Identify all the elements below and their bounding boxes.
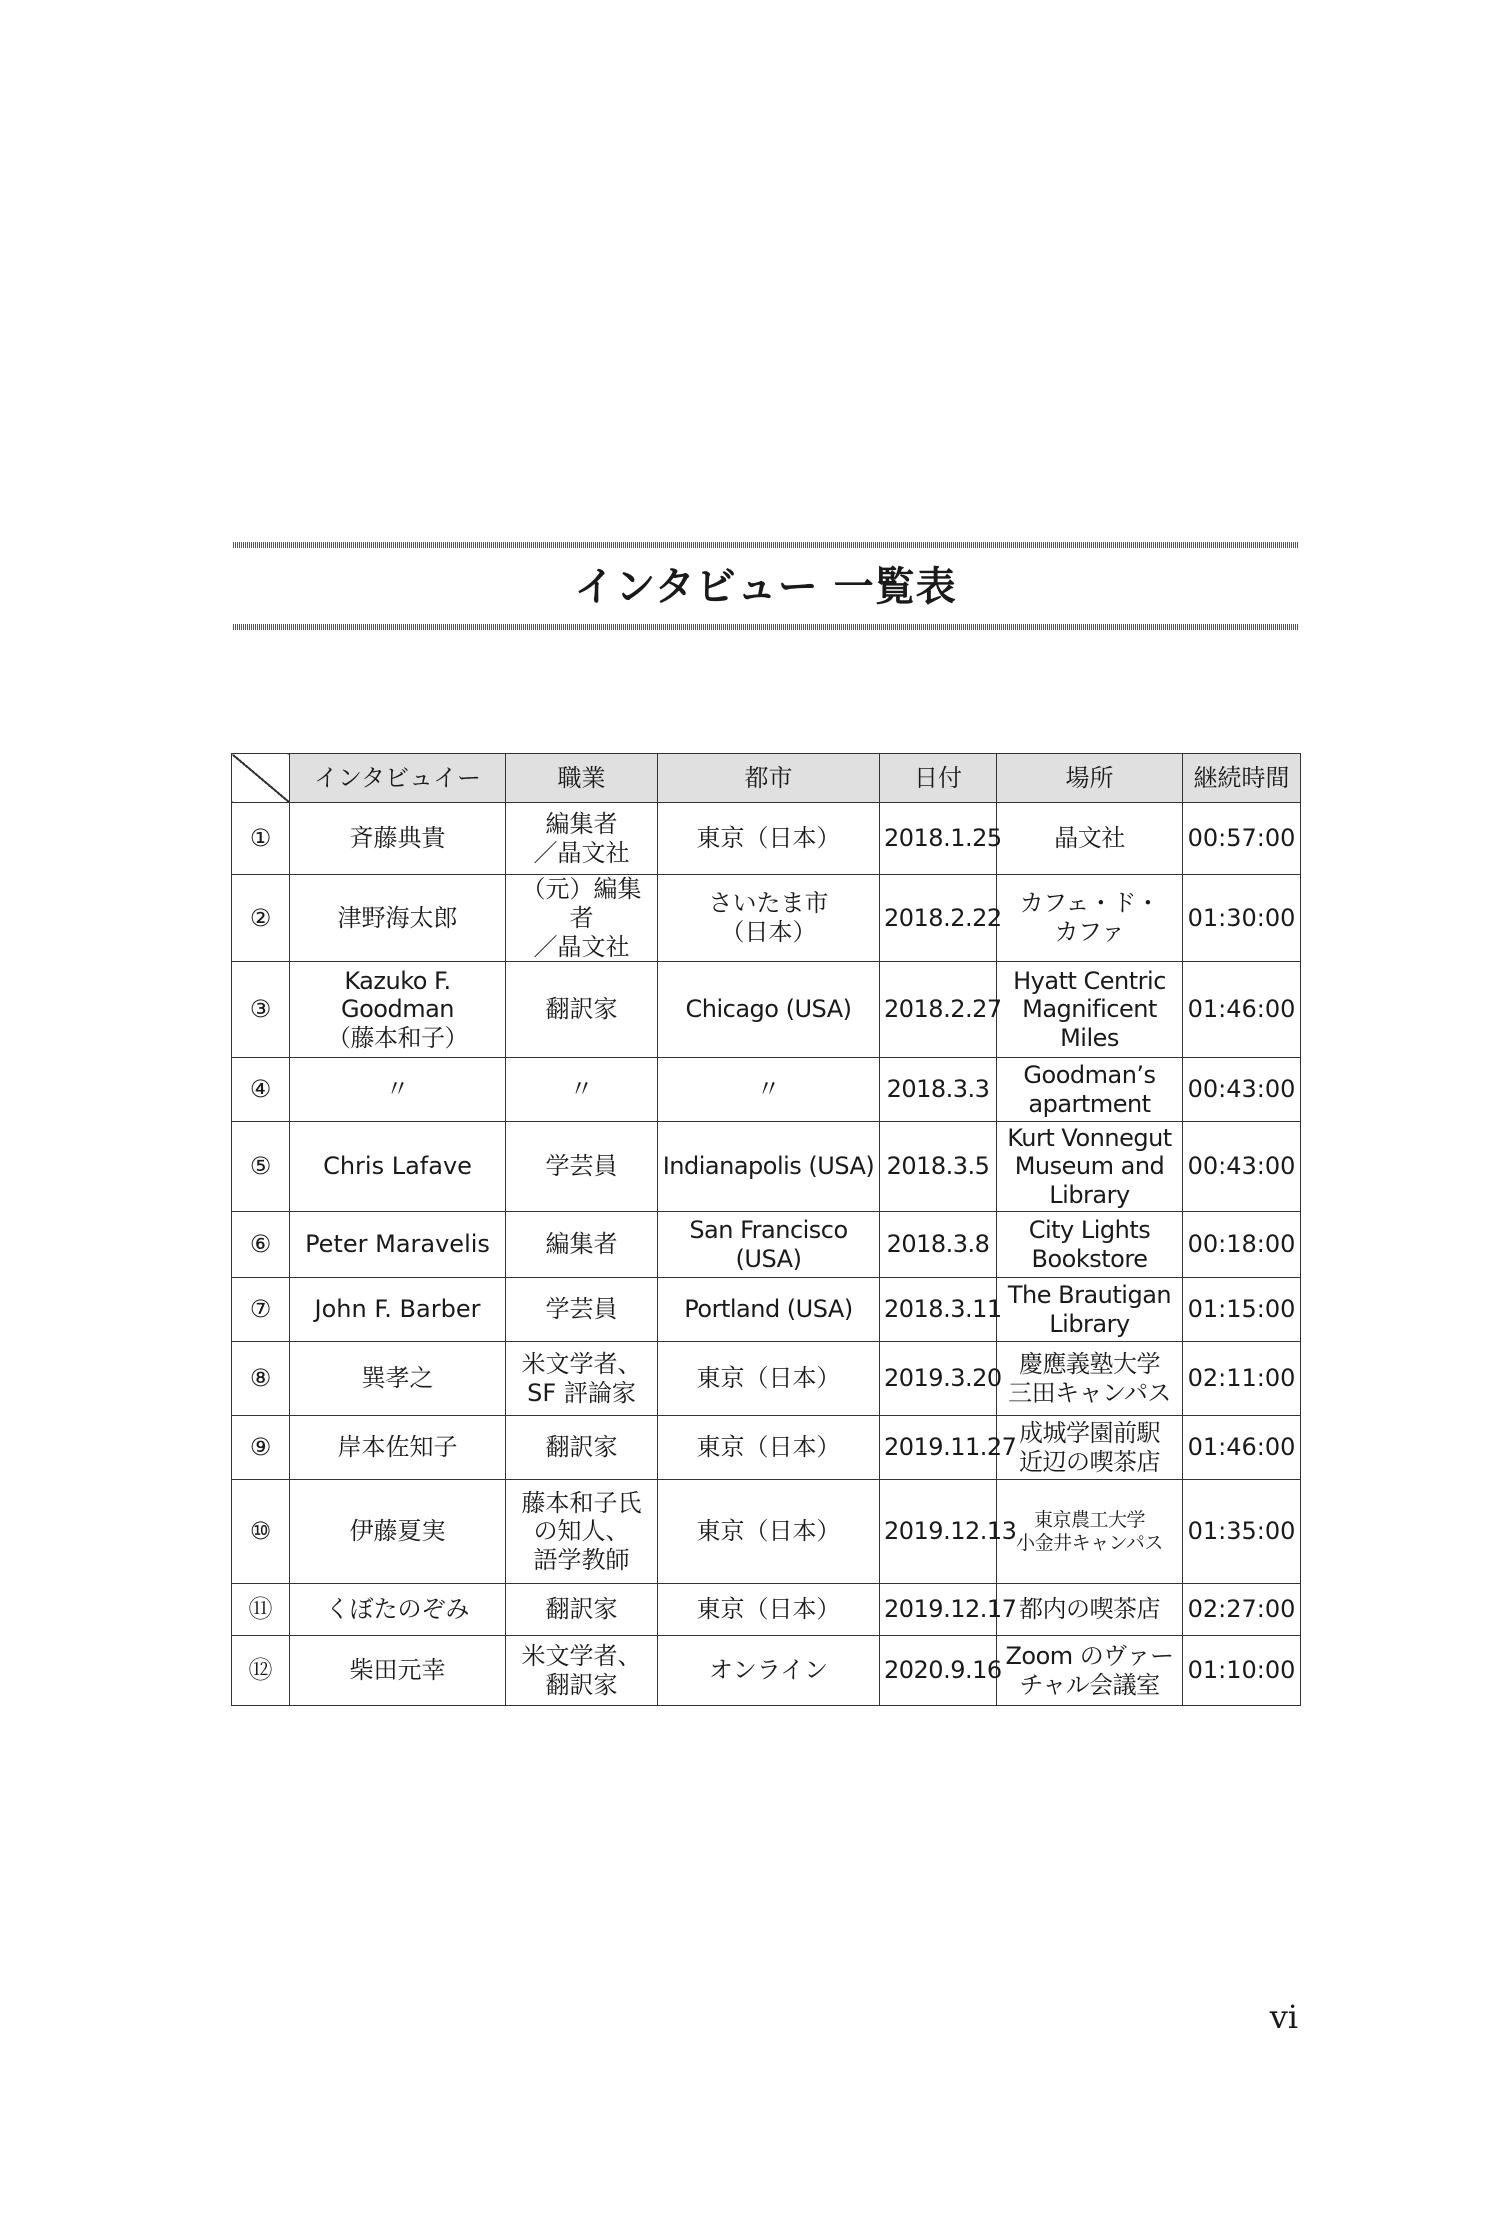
row-number: ⑩ bbox=[232, 1480, 290, 1584]
duration-cell: 00:57:00 bbox=[1183, 803, 1301, 875]
interviewee-cell: 岸本佐知子 bbox=[290, 1416, 506, 1480]
interviewee-cell: John F. Barber bbox=[290, 1278, 506, 1342]
title-rule-top bbox=[233, 542, 1298, 548]
city-cell: 〃 bbox=[658, 1058, 880, 1122]
header-place: 場所 bbox=[997, 754, 1183, 803]
city-cell: 東京（日本） bbox=[658, 1342, 880, 1416]
table-row bbox=[232, 1212, 1301, 1278]
duration-cell: 02:11:00 bbox=[1183, 1342, 1301, 1416]
duration-cell: 01:35:00 bbox=[1183, 1480, 1301, 1584]
place-cell: 晶文社 bbox=[997, 803, 1183, 875]
date-cell: 2018.1.25 bbox=[880, 803, 997, 875]
interviewee-cell: Kazuko F. Goodman （藤本和子） bbox=[290, 962, 506, 1058]
date-cell: 2018.2.27 bbox=[880, 962, 997, 1058]
occupation-cell: 〃 bbox=[506, 1058, 658, 1122]
place-cell: カフェ・ド・ カファ bbox=[997, 875, 1183, 962]
city-cell: 東京（日本） bbox=[658, 1416, 880, 1480]
date-cell: 2018.3.11 bbox=[880, 1278, 997, 1342]
date-cell: 2018.3.8 bbox=[880, 1212, 997, 1278]
occupation-cell: 翻訳家 bbox=[506, 962, 658, 1058]
city-cell: オンライン bbox=[658, 1636, 880, 1706]
table-header-row bbox=[232, 754, 1301, 803]
interviewee-cell: くぼたのぞみ bbox=[290, 1584, 506, 1636]
header-date: 日付 bbox=[880, 754, 997, 803]
duration-cell: 01:10:00 bbox=[1183, 1636, 1301, 1706]
occupation-cell: 米文学者、 翻訳家 bbox=[506, 1636, 658, 1706]
page-title: インタビュー 一覧表 bbox=[574, 564, 957, 610]
place-cell: Zoom のヴァー チャル会議室 bbox=[997, 1636, 1183, 1706]
occupation-cell: 翻訳家 bbox=[506, 1584, 658, 1636]
table-row bbox=[232, 1058, 1301, 1122]
place-cell: City Lights Bookstore bbox=[997, 1212, 1183, 1278]
table-row bbox=[232, 1416, 1301, 1480]
header-occupation: 職業 bbox=[506, 754, 658, 803]
city-cell: さいたま市 （日本） bbox=[658, 875, 880, 962]
occupation-cell: （元）編集者 ／晶文社 bbox=[506, 875, 658, 962]
date-cell: 2019.12.13 bbox=[880, 1480, 997, 1584]
table-row bbox=[232, 962, 1301, 1058]
row-number: ③ bbox=[232, 962, 290, 1058]
date-cell: 2019.3.20 bbox=[880, 1342, 997, 1416]
row-number: ⑨ bbox=[232, 1416, 290, 1480]
city-cell: Portland (USA) bbox=[658, 1278, 880, 1342]
date-cell: 2020.9.16 bbox=[880, 1636, 997, 1706]
interviewee-cell: Chris Lafave bbox=[290, 1122, 506, 1212]
interviewee-cell: Peter Maravelis bbox=[290, 1212, 506, 1278]
date-cell: 2018.2.22 bbox=[880, 875, 997, 962]
occupation-cell: 編集者 bbox=[506, 1212, 658, 1278]
row-number: ⑧ bbox=[232, 1342, 290, 1416]
header-interviewee: インタビュイー bbox=[290, 754, 506, 803]
duration-cell: 02:27:00 bbox=[1183, 1584, 1301, 1636]
city-cell: Indianapolis (USA) bbox=[658, 1122, 880, 1212]
duration-cell: 01:46:00 bbox=[1183, 1416, 1301, 1480]
interviewee-cell: 斉藤典貴 bbox=[290, 803, 506, 875]
place-cell: 東京農工大学 小金井キャンパス bbox=[997, 1480, 1183, 1584]
date-cell: 2019.11.27 bbox=[880, 1416, 997, 1480]
place-cell: Kurt Vonnegut Museum and Library bbox=[997, 1122, 1183, 1212]
table-row bbox=[232, 1480, 1301, 1584]
city-cell: 東京（日本） bbox=[658, 1480, 880, 1584]
interviewee-cell: 津野海太郎 bbox=[290, 875, 506, 962]
interviewee-cell: 〃 bbox=[290, 1058, 506, 1122]
city-cell: 東京（日本） bbox=[658, 803, 880, 875]
table-row bbox=[232, 1584, 1301, 1636]
row-number: ⑫ bbox=[232, 1636, 290, 1706]
date-cell: 2018.3.3 bbox=[880, 1058, 997, 1122]
place-cell: 都内の喫茶店 bbox=[997, 1584, 1183, 1636]
row-number: ⑪ bbox=[232, 1584, 290, 1636]
duration-cell: 00:18:00 bbox=[1183, 1212, 1301, 1278]
duration-cell: 01:15:00 bbox=[1183, 1278, 1301, 1342]
duration-cell: 01:30:00 bbox=[1183, 875, 1301, 962]
header-corner-cell bbox=[232, 754, 290, 803]
place-cell: Hyatt Centric Magnificent Miles bbox=[997, 962, 1183, 1058]
row-number: ④ bbox=[232, 1058, 290, 1122]
place-cell: Goodman’s apartment bbox=[997, 1058, 1183, 1122]
occupation-cell: 学芸員 bbox=[506, 1122, 658, 1212]
occupation-cell: 藤本和子氏 の知人、 語学教師 bbox=[506, 1480, 658, 1584]
table-row bbox=[232, 803, 1301, 875]
table-row bbox=[232, 1278, 1301, 1342]
row-number: ⑤ bbox=[232, 1122, 290, 1212]
header-city: 都市 bbox=[658, 754, 880, 803]
duration-cell: 01:46:00 bbox=[1183, 962, 1301, 1058]
city-cell: Chicago (USA) bbox=[658, 962, 880, 1058]
title-rule-bottom bbox=[233, 624, 1298, 630]
place-cell: 成城学園前駅 近辺の喫茶店 bbox=[997, 1416, 1183, 1480]
interview-table bbox=[231, 753, 1301, 1706]
table-row bbox=[232, 1342, 1301, 1416]
row-number: ① bbox=[232, 803, 290, 875]
row-number: ⑥ bbox=[232, 1212, 290, 1278]
page-number: vi bbox=[1269, 1998, 1298, 2036]
occupation-cell: 編集者 ／晶文社 bbox=[506, 803, 658, 875]
occupation-cell: 学芸員 bbox=[506, 1278, 658, 1342]
duration-cell: 00:43:00 bbox=[1183, 1122, 1301, 1212]
interviewee-cell: 伊藤夏実 bbox=[290, 1480, 506, 1584]
interviewee-cell: 巽孝之 bbox=[290, 1342, 506, 1416]
row-number: ⑦ bbox=[232, 1278, 290, 1342]
place-cell: 慶應義塾大学 三田キャンパス bbox=[997, 1342, 1183, 1416]
occupation-cell: 米文学者、 SF 評論家 bbox=[506, 1342, 658, 1416]
row-number: ② bbox=[232, 875, 290, 962]
table-row bbox=[232, 875, 1301, 962]
date-cell: 2019.12.17 bbox=[880, 1584, 997, 1636]
interviewee-cell: 柴田元幸 bbox=[290, 1636, 506, 1706]
duration-cell: 00:43:00 bbox=[1183, 1058, 1301, 1122]
city-cell: San Francisco (USA) bbox=[658, 1212, 880, 1278]
table-row bbox=[232, 1122, 1301, 1212]
occupation-cell: 翻訳家 bbox=[506, 1416, 658, 1480]
place-cell: The Brautigan Library bbox=[997, 1278, 1183, 1342]
date-cell: 2018.3.5 bbox=[880, 1122, 997, 1212]
city-cell: 東京（日本） bbox=[658, 1584, 880, 1636]
header-duration: 継続時間 bbox=[1183, 754, 1301, 803]
table-row bbox=[232, 1636, 1301, 1706]
